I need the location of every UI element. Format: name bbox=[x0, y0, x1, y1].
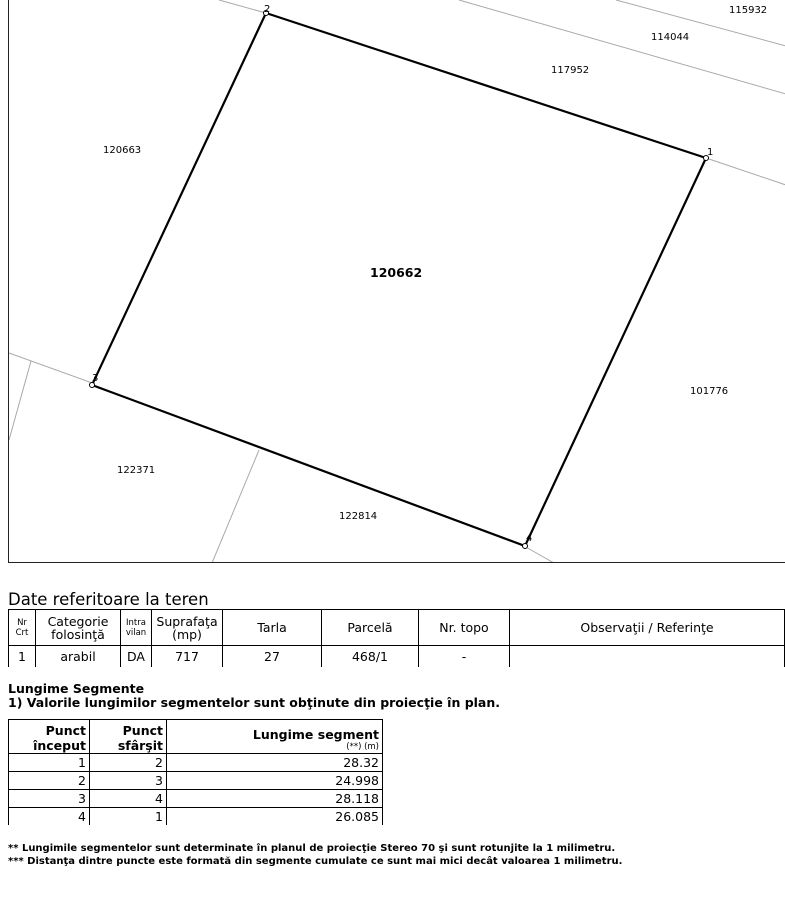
cell-length: 28.118 bbox=[167, 790, 383, 808]
header-tarla: Tarla bbox=[223, 610, 322, 646]
cell-categorie: arabil bbox=[36, 646, 121, 668]
cell-end: 4 bbox=[90, 790, 167, 808]
neighbor-boundary bbox=[706, 158, 785, 185]
cell-parcela: 468/1 bbox=[322, 646, 419, 668]
table-header-row bbox=[9, 610, 785, 646]
neighbor-parcel-label: 122371 bbox=[117, 465, 156, 476]
vertex-label: 3 bbox=[92, 373, 99, 384]
table-row bbox=[9, 790, 383, 808]
header-nr-topo: Nr. topo bbox=[419, 610, 510, 646]
neighbor-parcel-label: 117952 bbox=[551, 65, 590, 76]
cell-nr-topo: - bbox=[419, 646, 510, 668]
neighbor-boundary bbox=[524, 546, 554, 563]
neighbor-parcel-label: 114044 bbox=[651, 32, 690, 43]
cell-intravilan: DA bbox=[121, 646, 152, 668]
footnote-distance: *** Distanţa dintre puncte este formată din segmente cumulate ce sunt mai mici decât valoarea 1 milimetru. bbox=[8, 856, 623, 867]
segments-section-title: Lungime Segmente bbox=[8, 681, 145, 696]
neighbor-boundary bbox=[9, 353, 95, 384]
cell-length: 24.998 bbox=[167, 772, 383, 790]
vertex-label: 2 bbox=[264, 4, 271, 15]
cell-end: 1 bbox=[90, 808, 167, 826]
cell-end: 2 bbox=[90, 754, 167, 772]
header-intravilan: Intra vilan bbox=[121, 610, 152, 646]
header-parcela: Parcelă bbox=[322, 610, 419, 646]
table-row bbox=[9, 646, 785, 668]
cell-start: 3 bbox=[9, 790, 90, 808]
table-row bbox=[9, 808, 383, 826]
neighbor-boundary bbox=[212, 450, 259, 563]
table-header-row bbox=[9, 720, 383, 754]
header-nr-crt: Nr Crt bbox=[9, 610, 36, 646]
vertex-label: 1 bbox=[707, 147, 714, 158]
cell-nr-crt: 1 bbox=[9, 646, 36, 668]
neighbor-boundary bbox=[9, 361, 31, 440]
cell-observatii bbox=[510, 646, 785, 668]
cell-start: 1 bbox=[9, 754, 90, 772]
map-drawing bbox=[9, 0, 785, 563]
header-suprafata: Suprafaţa (mp) bbox=[152, 610, 223, 646]
segments-table bbox=[8, 719, 383, 825]
land-section-title: Date referitoare la teren bbox=[8, 590, 209, 609]
main-parcel-label: 120662 bbox=[370, 265, 423, 280]
cell-length: 28.32 bbox=[167, 754, 383, 772]
header-length bbox=[167, 720, 383, 754]
vertex-marker bbox=[523, 544, 528, 549]
cell-suprafata: 717 bbox=[152, 646, 223, 668]
neighbor-boundary bbox=[219, 0, 266, 13]
cell-end: 3 bbox=[90, 772, 167, 790]
neighbor-parcel-label: 101776 bbox=[690, 386, 729, 397]
vertex-label: 4 bbox=[526, 533, 533, 544]
header-end-point: Punct sfârşit bbox=[90, 720, 167, 754]
table-row bbox=[9, 754, 383, 772]
footnote-rounding: ** Lungimile segmentelor sunt determinate în planul de proiecţie Stereo 70 şi sunt rotunjite la 1 milimetru. bbox=[8, 843, 616, 854]
neighbor-parcel-label: 115932 bbox=[729, 5, 768, 16]
neighbor-parcel-label: 120663 bbox=[103, 145, 142, 156]
cadastral-map bbox=[8, 0, 785, 563]
cell-start: 4 bbox=[9, 808, 90, 826]
table-row bbox=[9, 772, 383, 790]
neighbor-parcel-label: 122814 bbox=[339, 511, 378, 522]
cell-length: 26.085 bbox=[167, 808, 383, 826]
land-data-table bbox=[8, 609, 785, 667]
header-length-unit: (**) (m) bbox=[346, 742, 379, 752]
header-observatii: Observaţii / Referinţe bbox=[510, 610, 785, 646]
header-categorie: Categorie folosinţă bbox=[36, 610, 121, 646]
segments-note: 1) Valorile lungimilor segmentelor sunt obţinute din proiecţie în plan. bbox=[8, 695, 501, 710]
header-length-label: Lungime segment bbox=[252, 727, 379, 742]
cell-tarla: 27 bbox=[223, 646, 322, 668]
header-start-point: Punct început bbox=[9, 720, 90, 754]
cell-start: 2 bbox=[9, 772, 90, 790]
